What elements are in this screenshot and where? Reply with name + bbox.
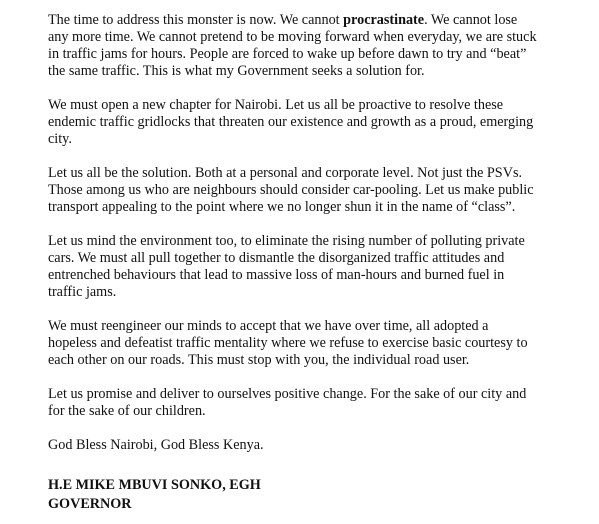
closing-blessing: God Bless Nairobi, God Bless Kenya. — [48, 437, 264, 453]
paragraph-1 — [48, 12, 594, 80]
paragraph-1-start: The time to address this monster is now. We cannot — [48, 12, 344, 28]
emphasis-procrastinate: procrastinate — [343, 12, 425, 28]
paragraph-5: We must reengineer our minds to accept that we have over time, all adopted a hopeless and defeatist traffic mentality where we refuse to exercise basic courtesy to each other on our roads. This must stop with you, the individual road user. — [48, 318, 528, 368]
paragraph-6: Let us promise and deliver to ourselves positive change. For the sake of our city and for the sake of our children. — [48, 386, 527, 419]
paragraph-1-end: . We cannot lose any more time. We cannot pretend to be moving forward when everyday, we are stuck in traffic jams for hours. People are forced to wake up before dawn to try and “beat” the same traffic. This is what my Government seeks a solution for. — [48, 12, 537, 79]
signature-name: H.E MIKE MBUVI SONKO, EGH — [48, 477, 261, 493]
paragraph-3: Let us all be the solution. Both at a personal and corporate level. Not just the PSVs. Those among us who are neighbours should consider car-pooling. Let us make public transport appealing to the point where we no longer shun it in the name of “class”. — [48, 165, 534, 215]
document-page — [48, 12, 594, 514]
paragraph-2: We must open a new chapter for Nairobi. Let us all be proactive to resolve these endemic traffic gridlocks that threaten our existence and growth as a proud, emerging city. — [48, 97, 534, 147]
signature-title: GOVERNOR — [48, 496, 132, 512]
paragraph-4: Let us mind the environment too, to eliminate the rising number of polluting private cars. We must all pull together to dismantle the disorganized traffic attitudes and entrenched behaviours that lead to massive loss of man-hours and burned fuel in traffic jams. — [48, 233, 525, 300]
